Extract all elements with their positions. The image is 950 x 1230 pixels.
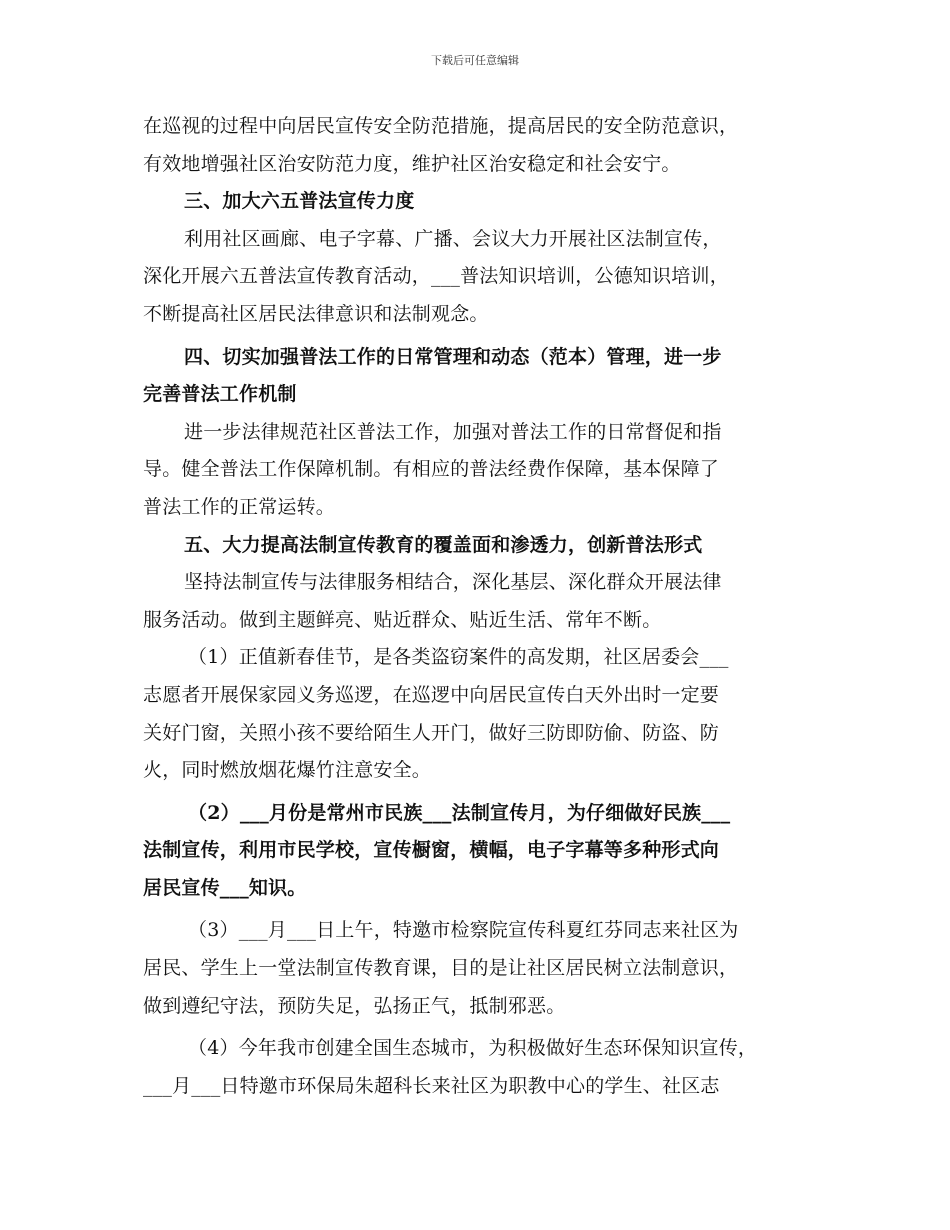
text-line: 深化开展六五普法宣传教育活动，___普法知识培训，公德知识培训，	[143, 265, 729, 288]
paragraph-intro	[143, 108, 823, 183]
list-item-4	[143, 1030, 823, 1105]
paragraph-section-5	[143, 564, 823, 639]
text-line: 普法工作的正常运转。	[143, 495, 336, 518]
heading-line: 五、大力提高法制宣传教育的覆盖面和渗透力，创新普法形式	[184, 533, 703, 556]
section-heading-3	[143, 183, 823, 221]
text-line: 坚持法制宣传与法律服务相结合，深化基层、深化群众开展法律	[184, 571, 722, 594]
text-line: 法制宣传，利用市民学校，宣传橱窗，横幅，电子字幕等多种形式向	[143, 839, 720, 862]
heading-line: 完善普法工作机制	[143, 383, 297, 406]
text-line: 火，同时燃放烟花爆竹注意安全。	[143, 759, 432, 782]
text-line: 居民、学生上一堂法制宣传教育课，目的是让社区居民树立法制意识，	[143, 957, 739, 980]
text-line: 居民宣传___知识。	[143, 876, 307, 899]
text-line: （2）___月份是常州市民族___法制宣传月，为仔细做好民族___	[188, 801, 731, 824]
list-item-3	[143, 912, 823, 1025]
text-line: （4）今年我市创建全国生态城市，为积极做好生态环保知识宣传，	[188, 1037, 758, 1060]
text-line: （3）___月___日上午，特邀市检察院宣传科夏红芬同志来社区为	[188, 919, 739, 942]
section-heading-5	[143, 527, 823, 565]
section-heading-4	[143, 339, 823, 414]
text-line: ___月___日特邀市环保局朱超科长来社区为职教中心的学生、社区志	[143, 1074, 720, 1097]
text-line: 不断提高社区居民法律意识和法制观念。	[143, 302, 489, 325]
text-line: 导。健全普法工作保障机制。有相应的普法经费作保障，基本保障了	[143, 458, 720, 481]
paragraph-section-4	[143, 414, 823, 527]
text-line: 进一步法律规范社区普法工作，加强对普法工作的日常督促和指	[184, 420, 722, 443]
text-line: 志愿者开展保家园义务巡逻，在巡逻中向居民宣传白天外出时一定要	[143, 683, 720, 706]
list-item-1	[143, 639, 823, 789]
text-line: 在巡视的过程中向居民宣传安全防范措施，提高居民的安全防范意识，	[143, 115, 739, 137]
heading-line: 三、加大六五普法宣传力度	[184, 190, 415, 213]
text-line: （1）正值新春佳节，是各类盗窃案件的高发期，社区居委会___	[188, 646, 729, 669]
text-line: 做到遵纪守法，预防失足，弘扬正气，抵制邪恶。	[143, 994, 566, 1017]
page-header: 下载后可任意编辑	[431, 54, 519, 67]
text-line: 有效地增强社区治安防范力度，维护社区治安稳定和社会安宁。	[143, 152, 681, 175]
text-line: 利用社区画廊、电子字幕、广播、会议大力开展社区法制宣传，	[184, 227, 722, 250]
heading-line: 四、切实加强普法工作的日常管理和动态（范本）管理，进一步	[184, 345, 722, 368]
list-item-2	[143, 795, 823, 908]
paragraph-section-3	[143, 221, 823, 334]
text-line: 服务活动。做到主题鲜亮、贴近群众、贴近生活、常年不断。	[143, 608, 662, 631]
document-body	[143, 108, 823, 1105]
text-line: 关好门窗，关照小孩不要给陌生人开门，做好三防即防偷、防盗、防	[143, 721, 720, 744]
